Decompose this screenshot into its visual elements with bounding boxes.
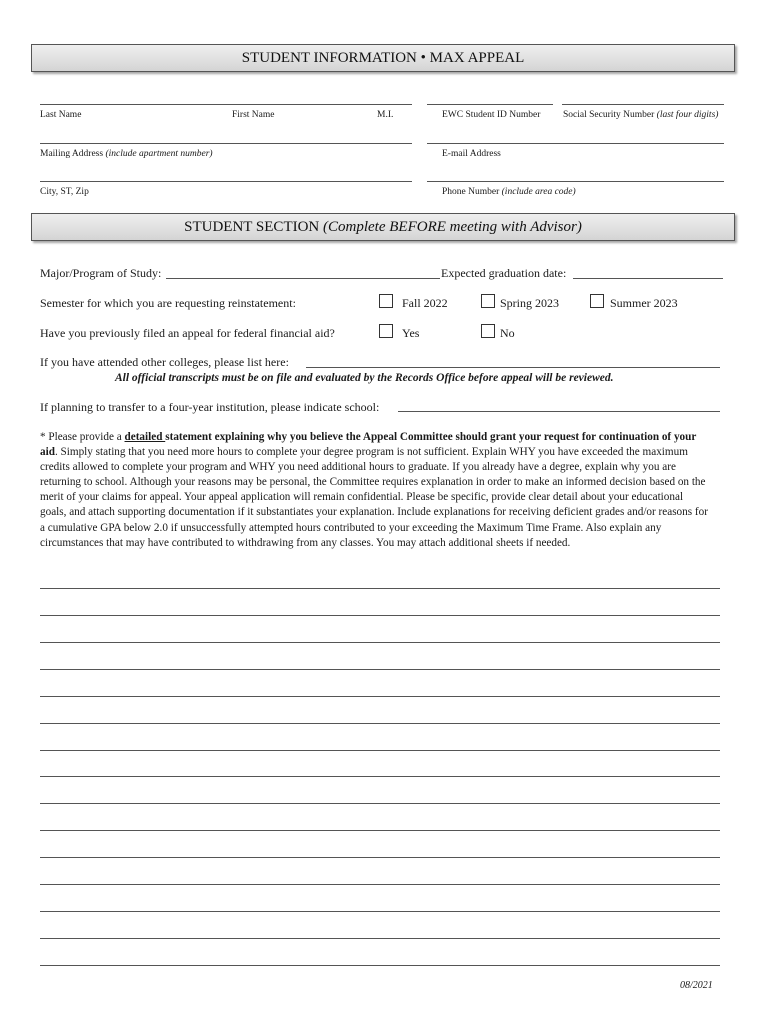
email-label: E-mail Address (442, 149, 501, 159)
major-label: Major/Program of Study: (40, 266, 162, 280)
email-input-line[interactable] (427, 143, 724, 144)
ssn-label-note: (last four digits) (656, 110, 719, 120)
semester-label: Semester for which you are requesting reinstatement: (40, 296, 296, 310)
instructions-body: . Simply stating that you need more hours to complete your degree program is not sufficient. Explain WHY you have exceeded the maximum credits allowed to complete your program and WHY you need additional hours to graduate. If you already have a degree, explain why you are returning to school. Although your reasons may be personal, the Committee requires explanation in order to make an informed decision based on the merit of your claims for appeal. Your appeal application will remain confidential. Please be specific, provide clear detail about your educational goals, and attach supporting documentation if it substantiates your explanation. Include explanations for receiving deficient grades and/or reasons for a cumulative GPA below 2.0 if unsuccessfully attempted hours contributed to your exceeding the Maximum Time Frame. Also explain any circumstances that may have contributed to withdrawing from any classes. You may attach additional sheets if needed. (40, 446, 708, 549)
answer-line[interactable] (40, 723, 720, 724)
answer-line[interactable] (40, 642, 720, 643)
grad-date-label: Expected graduation date: (441, 266, 567, 280)
answer-line[interactable] (40, 615, 720, 616)
mailing-address-label (40, 148, 213, 160)
ssn-label-main: Social Security Number (563, 110, 655, 120)
student-information-banner (31, 44, 735, 72)
phone-label-note: (include area code) (501, 187, 576, 197)
grad-date-input-line[interactable] (573, 278, 723, 279)
answer-line[interactable] (40, 857, 720, 858)
section-title: STUDENT SECTION (184, 219, 320, 235)
yes-checkbox[interactable] (379, 324, 393, 338)
answer-line[interactable] (40, 776, 720, 777)
answer-line[interactable] (40, 588, 720, 589)
instructions-bold: statement explaining why you believe the Appeal Committee should grant your request for continuation of your aid (40, 431, 697, 459)
transfer-input-line[interactable] (398, 411, 720, 412)
mailing-address-label-main: Mailing Address (40, 149, 104, 159)
previous-appeal-label: Have you previously filed an appeal for federal financial aid? (40, 326, 335, 340)
major-input-line[interactable] (166, 278, 440, 279)
ssn-input-line[interactable] (562, 104, 724, 105)
city-label: City, ST, Zip (40, 187, 89, 197)
answer-line[interactable] (40, 965, 720, 966)
fall-2022-checkbox[interactable] (379, 294, 393, 308)
student-id-input-line[interactable] (427, 104, 553, 105)
answer-line[interactable] (40, 669, 720, 670)
summer-2023-label: Summer 2023 (610, 296, 678, 310)
no-checkbox[interactable] (481, 324, 495, 338)
student-section-banner (31, 213, 735, 241)
instructions-detailed: detailed (124, 431, 166, 443)
summer-2023-checkbox[interactable] (590, 294, 604, 308)
mailing-address-label-note: (include apartment number) (105, 149, 213, 159)
answer-line[interactable] (40, 938, 720, 939)
ssn-label (563, 109, 718, 121)
fall-2022-label: Fall 2022 (402, 296, 448, 310)
answer-line[interactable] (40, 803, 720, 804)
student-id-label: EWC Student ID Number (442, 110, 541, 120)
other-colleges-label: If you have attended other colleges, please list here: (40, 355, 289, 369)
spring-2023-label: Spring 2023 (500, 296, 560, 310)
instructions-lead: * Please provide a (40, 431, 125, 443)
phone-label-main: Phone Number (442, 187, 500, 197)
yes-label: Yes (402, 326, 420, 340)
no-label: No (500, 326, 515, 340)
phone-label (442, 186, 576, 198)
answer-line[interactable] (40, 830, 720, 831)
mi-label: M.I. (377, 110, 394, 120)
transfer-label: If planning to transfer to a four-year institution, please indicate school: (40, 400, 380, 414)
answer-line[interactable] (40, 911, 720, 912)
answer-line[interactable] (40, 696, 720, 697)
last-name-label: Last Name (40, 110, 82, 120)
first-name-label: First Name (232, 110, 275, 120)
form-revision-date: 08/2021 (680, 980, 713, 991)
city-input-line[interactable] (40, 181, 412, 182)
answer-line[interactable] (40, 750, 720, 751)
phone-input-line[interactable] (427, 181, 724, 182)
answer-line[interactable] (40, 884, 720, 885)
other-colleges-input-line[interactable] (306, 367, 720, 368)
banner-title: STUDENT INFORMATION • MAX APPEAL (241, 50, 525, 66)
name-input-line[interactable] (40, 104, 412, 105)
instructions-paragraph (40, 430, 712, 551)
transcripts-note: All official transcripts must be on file and evaluated by the Records Office before appeal will be reviewed. (115, 372, 614, 384)
spring-2023-checkbox[interactable] (481, 294, 495, 308)
section-note: (Complete BEFORE meeting with Advisor) (323, 219, 582, 235)
mailing-address-input-line[interactable] (40, 143, 412, 144)
